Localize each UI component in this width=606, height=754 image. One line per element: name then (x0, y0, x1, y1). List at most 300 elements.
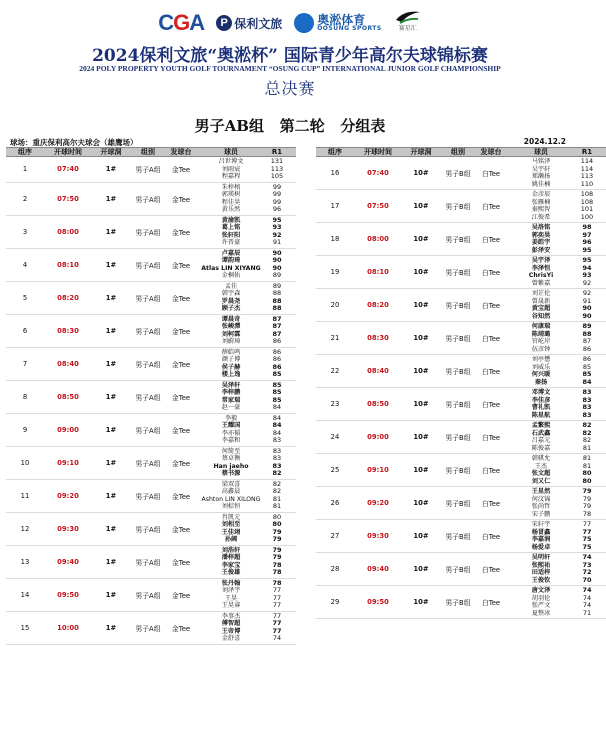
player-name: 张轩阳 (221, 231, 241, 239)
round1-score: 77 (582, 527, 592, 536)
swoosh-icon (394, 8, 422, 26)
round1-score: 79 (582, 502, 592, 510)
player-name: 吕世博文 (218, 158, 244, 165)
player-name: 谭晨奇 (221, 315, 241, 323)
scores-cell (266, 183, 288, 215)
division: 男子A组 (135, 195, 161, 204)
player-name: 李嘉润 (531, 536, 551, 543)
round1-score: 99 (272, 190, 282, 198)
player-name: 张丹翰 (221, 579, 241, 587)
column-header: 组序 (328, 148, 342, 156)
player-name: 金桐佑 (221, 272, 241, 279)
player-name: 孟繁熙 (531, 422, 551, 429)
player-name: 李亦韬 (221, 429, 241, 437)
group-row (6, 414, 296, 447)
round1-score: 86 (582, 344, 592, 353)
players-cell (196, 157, 266, 182)
tee-time: 09:10 (367, 466, 389, 474)
scores-cell (266, 612, 288, 644)
player-name: 蔡书源 (221, 470, 241, 477)
player-name: 黄宝超 (531, 305, 551, 312)
group-row (316, 256, 606, 289)
start-hole: 10# (413, 532, 429, 540)
players-cell (196, 579, 266, 611)
tee-box: 金Tee (171, 360, 191, 369)
column-header: 组别 (141, 148, 155, 156)
division: 男子A组 (135, 492, 161, 501)
player-name: 夏整冰 (531, 609, 551, 617)
round1-score: 80 (272, 512, 282, 521)
group-number: 5 (22, 293, 28, 302)
date-label: 2024.12.2 (523, 137, 566, 146)
round1-score: 86 (272, 362, 282, 371)
group-number: 22 (330, 367, 340, 375)
round1-score: 79 (582, 487, 592, 495)
division: 男子B组 (445, 401, 471, 409)
tee-time: 09:50 (367, 598, 389, 606)
players-cell (196, 546, 266, 578)
players-cell (506, 355, 576, 387)
group-number: 3 (22, 227, 28, 236)
round1-score: 78 (272, 568, 282, 576)
player-name: 王耀国 (221, 422, 241, 429)
player-name: 胡羽伦 (531, 594, 551, 602)
player-name: 许晋豪 (221, 239, 241, 246)
round1-score: 89 (272, 271, 282, 279)
tee-time: 07:40 (367, 169, 389, 177)
group-number: 2 (22, 194, 28, 203)
round1-score: 88 (272, 296, 282, 305)
player-name: 张雁楠 (531, 198, 551, 206)
player-name: 何兴暖 (531, 371, 551, 378)
tee-box: 金Tee (171, 393, 191, 402)
group-row (6, 157, 296, 183)
scores-cell (576, 454, 598, 486)
player-name: 石武鑫 (531, 429, 551, 437)
players-cell (506, 487, 576, 519)
round1-score: 77 (272, 586, 282, 594)
player-name: 杨爱卓 (531, 543, 551, 551)
tee-box: 金Tee (171, 624, 191, 633)
start-hole: 10# (413, 334, 429, 342)
round1-score: 87 (582, 337, 592, 345)
round1-score: 77 (272, 619, 282, 627)
tee-time: 08:10 (367, 268, 389, 276)
scores-cell (576, 520, 598, 552)
scores-cell (576, 487, 598, 519)
scores-cell (266, 480, 288, 512)
player-name: 陈靖璐 (531, 330, 551, 338)
table-header (316, 147, 606, 157)
tee-time: 09:30 (57, 524, 79, 533)
division: 男子B组 (445, 170, 471, 178)
player-name: 程嘉程 (221, 173, 241, 180)
round1-score: 81 (582, 461, 592, 470)
round1-score: 97 (582, 230, 592, 239)
round1-score: 77 (272, 611, 282, 620)
round1-score: 93 (582, 271, 592, 279)
round1-score: 82 (272, 479, 282, 488)
players-cell (196, 282, 266, 314)
round1-score: 83 (272, 454, 282, 462)
round1-score: 87 (272, 329, 282, 338)
division: 男子B组 (445, 566, 471, 574)
tee-time: 08:40 (57, 359, 79, 368)
round1-score: 88 (272, 289, 282, 297)
group-row (316, 454, 606, 487)
venue-label: 球场：重庆保利高尔夫球会（雄鹰场） (10, 138, 138, 147)
group-number: 23 (330, 400, 340, 408)
group-row (6, 546, 296, 579)
players-cell (506, 256, 576, 288)
round1-score: 85 (582, 362, 592, 371)
round1-score: 78 (272, 578, 282, 587)
page-subtitle: 男子AB组 第二轮 分组表 (194, 117, 386, 135)
round1-score: 94 (582, 263, 592, 272)
right-pairing-table (316, 147, 606, 619)
round1-score: 77 (272, 626, 282, 635)
tee-box: 白Tee (481, 500, 501, 508)
round1-score: 74 (582, 601, 592, 609)
group-row (316, 520, 606, 553)
player-name: 刘泽宇 (221, 587, 241, 594)
group-number: 24 (330, 433, 340, 441)
column-header: 开球洞 (410, 148, 432, 156)
scores-cell (576, 157, 598, 189)
player-name: 吴宇泽 (531, 257, 551, 264)
round1-score: 88 (272, 304, 282, 312)
player-name: 郭奕昊 (531, 231, 551, 239)
round1-score: 99 (272, 197, 282, 206)
division: 男子B组 (445, 269, 471, 277)
round1-score: 82 (582, 428, 592, 437)
players-cell (196, 216, 266, 248)
round1-score: 80 (582, 469, 592, 477)
round1-score: 95 (272, 215, 282, 224)
start-hole: 1# (105, 458, 117, 467)
player-name: 马铭泽 (531, 158, 551, 165)
player-name: 张文超 (531, 470, 551, 477)
player-name: 李毅 (224, 414, 238, 422)
player-name: 高鑫晨 (221, 488, 241, 495)
player-name: 何汶锦 (531, 495, 551, 503)
scores-cell (266, 348, 288, 380)
round1-score: 87 (272, 322, 282, 330)
round1-score: 113 (270, 164, 284, 173)
round1-score: 71 (582, 608, 592, 617)
round1-score: 83 (272, 461, 282, 470)
group-row (316, 289, 606, 322)
player-name: 刘相至 (221, 521, 241, 528)
scores-cell (266, 546, 288, 578)
left-pairing-table (6, 147, 296, 645)
group-number: 8 (22, 392, 28, 401)
start-hole: 1# (105, 293, 117, 302)
round1-score: 80 (272, 520, 282, 528)
round1-score: 85 (272, 395, 282, 404)
cga-logo: C G A (158, 10, 205, 35)
scores-cell (576, 388, 598, 420)
division: 男子A组 (135, 624, 161, 633)
player-name: 曹礼凯 (531, 404, 551, 411)
division: 男子A组 (135, 360, 161, 369)
round1-score: 74 (582, 593, 592, 602)
player-name: 王佳翊 (221, 528, 241, 536)
tee-time: 09:10 (57, 458, 79, 467)
round1-score: 83 (582, 388, 592, 396)
round1-score: 110 (580, 179, 594, 188)
player-name: 李泽恒 (531, 264, 551, 272)
round1-score: 75 (582, 535, 592, 543)
player-name: 程佳昊 (221, 198, 241, 206)
player-name: 李佳彦 (531, 396, 551, 404)
round1-score: 88 (582, 329, 592, 338)
start-hole: 1# (105, 590, 117, 599)
start-hole: 1# (105, 392, 117, 401)
tee-time: 09:20 (367, 499, 389, 507)
round1-score: 83 (582, 395, 592, 404)
division: 男子A组 (135, 294, 161, 303)
round1-score: 73 (582, 560, 592, 569)
player-name: 金舒喜 (221, 635, 241, 642)
group-row (6, 579, 296, 612)
players-cell (506, 157, 576, 189)
info-bar (10, 137, 570, 147)
round1-score: 70 (582, 575, 592, 584)
division: 男子B组 (445, 500, 471, 508)
group-number: 18 (330, 235, 340, 243)
player-name: 傅智超 (221, 620, 241, 627)
column-header: R1 (271, 148, 283, 156)
group-number: 27 (330, 532, 340, 540)
player-name: 吴泽轩 (221, 381, 241, 389)
players-cell (506, 388, 576, 420)
tee-box: 金Tee (171, 261, 191, 270)
group-number: 29 (330, 598, 340, 606)
group-row (316, 421, 606, 454)
round1-score: 84 (272, 403, 282, 411)
round1-score: 79 (582, 494, 592, 503)
scores-cell (266, 447, 288, 479)
group-number: 9 (22, 425, 28, 434)
column-header: 发球台 (480, 148, 502, 156)
tee-box: 金Tee (171, 492, 191, 501)
division: 男子B组 (445, 467, 471, 475)
scores-cell (576, 322, 598, 354)
tee-time: 08:00 (57, 227, 79, 236)
player-name: 陈星航 (531, 411, 551, 419)
start-hole: 1# (105, 326, 117, 335)
players-cell (506, 421, 576, 453)
group-row (6, 315, 296, 348)
round1-score: 83 (582, 410, 592, 419)
players-cell (506, 553, 576, 585)
group-number: 21 (330, 334, 340, 342)
round1-score: 105 (270, 172, 284, 180)
column-header: 球员 (534, 148, 548, 156)
group-number: 19 (330, 268, 340, 276)
tee-time: 09:00 (367, 433, 389, 441)
osung-sports-logo: 奥淞体育 OOSUNG SPORTS (294, 8, 382, 38)
tee-time: 09:20 (57, 491, 79, 500)
tee-box: 白Tee (481, 269, 501, 277)
group-row (316, 190, 606, 223)
player-name: 肖凯元 (221, 513, 241, 521)
tee-time: 08:20 (367, 301, 389, 309)
group-number: 12 (20, 524, 30, 533)
player-name: 张峻潭 (221, 323, 241, 330)
round1-score: 86 (272, 355, 282, 363)
round1-score: 85 (272, 388, 282, 396)
player-name: 唐文泽 (531, 587, 551, 594)
tee-time: 09:40 (367, 565, 389, 573)
division: 男子A组 (135, 525, 161, 534)
player-name: 何康瑞 (531, 323, 551, 330)
round1-score: 83 (272, 436, 282, 444)
player-name: 何简至 (221, 447, 241, 455)
round1-score: 86 (582, 355, 592, 363)
round1-score: 113 (580, 172, 594, 180)
tee-box: 白Tee (481, 368, 501, 376)
group-row (6, 216, 296, 249)
player-name: 曾晟新 (531, 297, 551, 305)
group-number: 28 (330, 565, 340, 573)
player-name: 李家宝 (221, 561, 241, 569)
scores-cell (266, 249, 288, 281)
player-name: 孙阔 (224, 536, 238, 543)
player-name: 刘蔚璋 (221, 338, 241, 345)
start-hole: 1# (105, 557, 117, 566)
start-hole: 10# (413, 565, 429, 573)
player-name: 吴明轩 (531, 554, 551, 561)
tee-time: 07:40 (57, 165, 79, 174)
player-name: 黄乐然 (221, 206, 241, 213)
tee-time: 08:10 (57, 260, 79, 269)
division: 男子B组 (445, 533, 471, 541)
player-name: 卢嘉辰 (221, 249, 241, 257)
round1-score: 90 (272, 256, 282, 264)
player-name: 郭瑛树 (221, 191, 241, 198)
tee-time: 09:40 (57, 557, 79, 566)
division: 男子A组 (135, 393, 161, 402)
player-name: 薛皓鸣 (221, 348, 241, 356)
event-title-en: 2024 POLY PROPERTY YOUTH GOLF TOURNAMENT “OSUNG CUP” INTERNATIONAL JUNIOR GOLF CHAMPIONSHIP (79, 64, 501, 73)
players-cell (196, 612, 266, 644)
player-name: 赵一豪 (221, 404, 241, 411)
tee-box: 白Tee (481, 335, 501, 343)
player-name: 朱梓榕 (221, 183, 241, 191)
tee-time: 07:50 (367, 202, 389, 210)
player-name: 黄渝凯 (221, 216, 241, 224)
tee-box: 金Tee (171, 525, 191, 534)
round1-score: 82 (582, 436, 592, 444)
division: 男子B组 (445, 599, 471, 607)
player-name: 王俊钦 (531, 576, 551, 584)
group-number: 6 (22, 326, 28, 335)
tee-time: 09:50 (57, 590, 79, 599)
round1-score: 84 (272, 413, 282, 422)
group-number: 16 (330, 169, 340, 177)
player-name: 韩宇森 (221, 290, 241, 297)
group-row (6, 381, 296, 414)
tee-box: 白Tee (481, 170, 501, 178)
round1-score: 86 (272, 337, 282, 345)
group-number: 13 (20, 557, 30, 566)
start-hole: 10# (413, 433, 429, 441)
group-row (6, 480, 296, 513)
tee-box: 金Tee (171, 195, 191, 204)
division: 男子B组 (445, 335, 471, 343)
player-name: ChrisYi (528, 272, 554, 279)
player-name: 姚佳楠 (531, 180, 551, 188)
player-name: 罗晨尧 (221, 297, 241, 305)
tee-time: 09:30 (367, 532, 389, 540)
player-name: 田适梓 (531, 569, 551, 576)
round1-score: 108 (580, 190, 594, 198)
players-cell (196, 513, 266, 545)
round1-score: 99 (272, 182, 282, 191)
round1-score: 72 (582, 568, 592, 576)
round1-score: 90 (272, 263, 282, 272)
column-header: 开球时间 (364, 148, 392, 156)
player-name: 张熙祐 (531, 561, 551, 569)
scores-cell (266, 216, 288, 248)
player-name: 常家瑞 (221, 396, 241, 404)
round1-score: 81 (272, 494, 282, 503)
player-name: 吴宇轩 (531, 165, 551, 173)
player-name: 姜皓宇 (531, 239, 551, 246)
player-name: 江俊希 (531, 213, 551, 221)
player-name: 曾紫嘉 (531, 279, 551, 287)
player-name: 李事杰 (221, 612, 241, 620)
start-hole: 10# (413, 169, 429, 177)
players-cell (506, 586, 576, 618)
player-name: 刘芷伦 (531, 290, 551, 297)
round1-score: 114 (580, 164, 594, 173)
group-row (316, 553, 606, 586)
players-cell (506, 520, 576, 552)
division: 男子A组 (135, 558, 161, 567)
group-number: 15 (20, 623, 30, 632)
tee-box: 白Tee (481, 203, 501, 211)
player-name: 宋轩宇 (531, 521, 551, 528)
group-number: 26 (330, 499, 340, 507)
tee-time: 10:00 (57, 623, 79, 632)
tee-box: 金Tee (171, 591, 191, 600)
start-hole: 10# (413, 400, 429, 408)
player-name: 王昊 (224, 594, 238, 602)
player-name: 韩骐允 (531, 455, 551, 462)
division: 男子B组 (445, 203, 471, 211)
round1-score: 87 (272, 314, 282, 323)
round1-score: 90 (582, 311, 592, 320)
tee-time: 08:20 (57, 293, 79, 302)
round1-score: 83 (582, 403, 592, 411)
players-cell (196, 348, 266, 380)
tee-box: 金Tee (171, 558, 191, 567)
tee-box: 白Tee (481, 566, 501, 574)
tee-box: 金Tee (171, 166, 191, 175)
round1-score: 82 (272, 487, 282, 495)
round1-score: 84 (582, 377, 592, 386)
players-cell (196, 447, 266, 479)
player-name: 宋子鹏 (531, 510, 551, 518)
round1-score: 92 (582, 289, 592, 297)
player-name: 刘亭懋 (531, 356, 551, 363)
scores-cell (266, 282, 288, 314)
third-sponsor-logo: 赛星汇 (394, 8, 422, 38)
round1-score: 85 (272, 380, 282, 389)
